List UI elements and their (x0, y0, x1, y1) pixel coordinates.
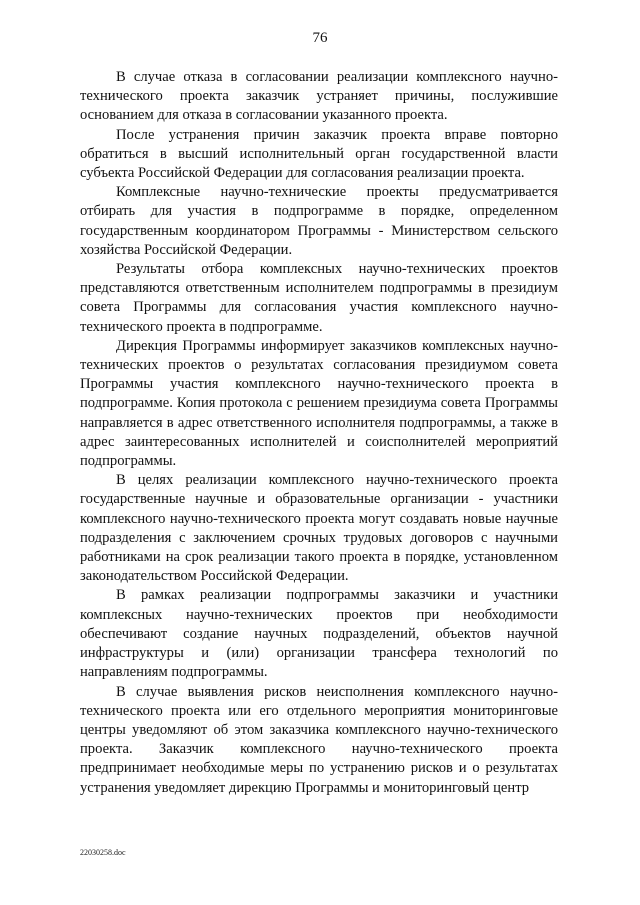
paragraph: Дирекция Программы информирует заказчиков комплексных научно-технических проектов о результатах согласования президиумом совета Программы участия комплексного научно-технического проекта в подпрограмме. Копия протокола с решением президиума совета Программы направляется в адрес ответственного исполнителя подпрограммы, а также в адрес заинтересованных исполнителей и соисполнителей мероприятий подпрограммы. (80, 337, 558, 470)
paragraph: В целях реализации комплексного научно-технического проекта государственные научные и образовательные организации - участники комплексного научно-технического проекта могут создавать новые научные подразделения с заключением срочных трудовых договоров с научными работниками на срок реализации такого проекта в порядке, установленном законодательством Российской Федерации. (80, 472, 558, 585)
page-number: 76 (312, 30, 328, 46)
paragraph: В случае выявления рисков неисполнения комплексного научно-технического проекта или его отдельного мероприятия мониторинговые центры уведомляют об этом заказчика комплексного научно-технического проекта. Заказчик комплексного научно-технического проекта предпринимает необходимые меры по устранению рисков и о результатах устранения уведомляет дирекцию Программы и мониторинговый центр (80, 683, 558, 796)
paragraph: Результаты отбора комплексных научно-технических проектов представляются ответственным исполнителем подпрограммы в президиум совета Программы для согласования участия комплексного научно-технического проекта в подпрограмме. (80, 261, 558, 335)
document-body (80, 68, 558, 798)
paragraph: В рамках реализации подпрограммы заказчики и участники комплексных научно-технических проектов при необходимости обеспечивают создание научных подразделений, объектов научной инфраструктуры и (или) организации трансфера технологий по направлениям подпрограммы. (80, 587, 558, 681)
paragraph: После устранения причин заказчик проекта вправе повторно обратиться в высший исполнительный орган государственной власти субъекта Российской Федерации для согласования реализации проекта. (80, 126, 558, 182)
paragraph: В случае отказа в согласовании реализации комплексного научно-технического проекта заказчик устраняет причины, послужившие основанием для отказа в согласовании указанного проекта. (80, 69, 558, 124)
footer-filename: 22030258.doc (80, 848, 126, 857)
paragraph: Комплексные научно-технические проекты предусматривается отбирать для участия в подпрограмме в порядке, определенном государственным координатором Программы - Министерством сельского хозяйства Российской Федерации. (80, 184, 558, 258)
